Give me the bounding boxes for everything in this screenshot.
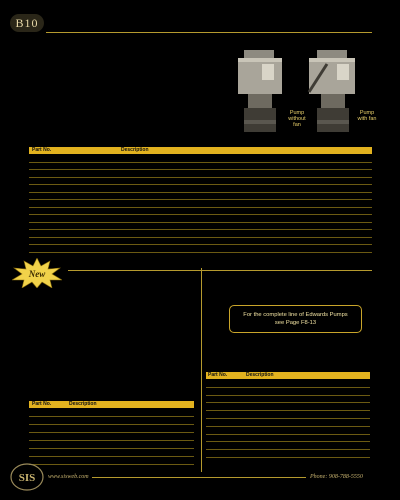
table-row <box>29 229 372 230</box>
table-row <box>206 395 370 396</box>
table-row <box>206 457 370 458</box>
table-row <box>29 199 372 200</box>
table-row <box>29 456 194 457</box>
table-row <box>29 162 372 163</box>
table-row <box>29 464 194 465</box>
main-table-col-part: Part No. <box>32 147 52 153</box>
page-code-badge: B10 <box>10 14 44 32</box>
new-badge-label: New <box>28 269 46 279</box>
section-divider-horizontal <box>68 270 372 271</box>
footer-website[interactable]: www.sisweb.com <box>48 474 89 480</box>
section-divider-vertical <box>201 268 202 472</box>
pump-without-fan-caption: Pump without fan <box>288 110 306 128</box>
pump-with-fan-image <box>305 50 361 136</box>
table-row <box>206 449 370 450</box>
callout-line-1: For the complete line of Edwards Pumps <box>243 312 348 318</box>
footer-phone: Phone: 908-788-5550 <box>310 474 363 480</box>
table-row <box>29 416 194 417</box>
callout-line-2: see Page F8-13 <box>274 320 317 326</box>
table-row <box>29 169 372 170</box>
edwards-pumps-callout <box>229 305 362 333</box>
table-row <box>206 441 370 442</box>
table-row <box>206 410 370 411</box>
table-row <box>206 402 370 403</box>
new-starburst-icon <box>12 258 62 288</box>
pump-without-fan-image <box>232 50 288 136</box>
main-table-header <box>29 147 372 154</box>
table-row <box>206 387 370 388</box>
right-table-col-description: Description <box>246 372 274 378</box>
table-row <box>29 440 194 441</box>
header-rule <box>46 32 372 33</box>
table-row <box>29 184 372 185</box>
table-row <box>29 237 372 238</box>
table-row <box>206 434 370 435</box>
left-table-header <box>29 401 194 408</box>
sis-logo-icon <box>9 462 45 492</box>
right-table-header <box>206 372 370 379</box>
left-table-col-part: Part No. <box>32 401 52 407</box>
table-row <box>206 418 370 419</box>
table-row <box>29 252 372 253</box>
left-table-col-description: Description <box>69 401 97 407</box>
table-row <box>29 207 372 208</box>
table-row <box>29 222 372 223</box>
table-row <box>29 177 372 178</box>
table-row <box>29 448 194 449</box>
table-row <box>29 214 372 215</box>
table-row <box>29 244 372 245</box>
main-table-col-description: Description <box>121 147 149 153</box>
pump-with-fan-caption: Pump with fan <box>357 110 377 122</box>
table-row <box>29 432 194 433</box>
right-table-col-part: Part No. <box>208 372 228 378</box>
table-row <box>29 192 372 193</box>
sis-logo-text: SIS <box>18 472 36 484</box>
table-row <box>29 424 194 425</box>
footer-rule <box>92 477 306 478</box>
table-row <box>206 426 370 427</box>
